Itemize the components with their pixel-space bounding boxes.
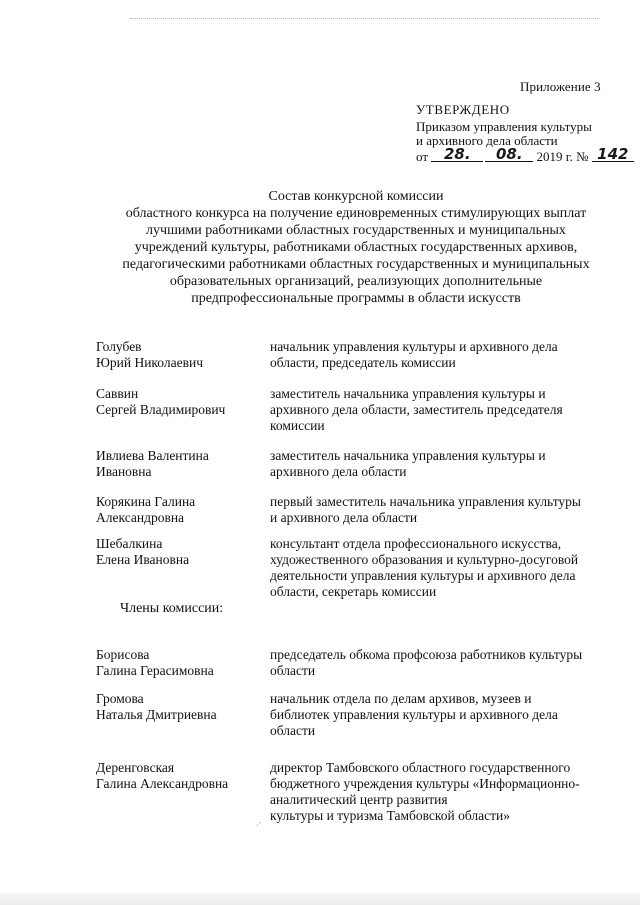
position-line: первый заместитель начальника управления культуры: [270, 494, 581, 509]
position-line: библиотек управления культуры и архивного дела: [270, 707, 558, 722]
handwritten-date-month: 08.: [485, 147, 533, 162]
name-line: Ивлиева Валентина: [96, 448, 209, 463]
name-line: Голубев: [96, 339, 142, 354]
position-line: деятельности управления культуры и архивного дела: [270, 568, 576, 583]
position-line: архивного дела области: [270, 464, 407, 479]
position-line: консультант отдела профессионального искусства,: [270, 536, 562, 551]
member-name: [96, 536, 270, 600]
members-heading: Члены комиссии:: [120, 601, 224, 616]
members-list: [96, 647, 616, 824]
member-position: [270, 386, 616, 434]
position-line: области, председатель комиссии: [270, 355, 456, 370]
member-row: [96, 647, 616, 679]
position-line: начальник отдела по делам архивов, музеев и: [270, 691, 532, 706]
name-line: Ивановна: [96, 464, 152, 479]
member-row: [96, 339, 616, 371]
order-date-line: [416, 144, 629, 165]
member-row: [96, 691, 616, 739]
member-row: [96, 760, 616, 824]
name-line: Борисова: [96, 647, 150, 662]
member-name: [96, 760, 270, 824]
title-line: предпрофессиональные программы в области искусств: [191, 291, 521, 306]
name-line: Галина Герасимовна: [96, 663, 214, 678]
member-name: [96, 647, 270, 679]
position-line: художественного образования и культурно-досуговой: [270, 552, 579, 567]
order-line-2: и архивного дела области: [416, 133, 558, 148]
position-line: бюджетного учреждения культуры «Информационно-: [270, 776, 580, 791]
member-row: [96, 448, 616, 480]
approval-block: [416, 102, 629, 164]
member-row: [96, 494, 616, 526]
position-line: области, секретарь комиссии: [270, 584, 437, 599]
position-line: заместитель начальника управления культуры и: [270, 386, 546, 401]
handwritten-order-number: 142: [592, 147, 634, 162]
position-line: комиссии: [270, 418, 325, 433]
member-position: [270, 760, 616, 824]
name-line: Юрий Николаевич: [96, 355, 203, 370]
scan-artifact-line: [130, 18, 600, 20]
position-line: культуры и туризма Тамбовской области»: [270, 808, 511, 823]
title-line: педагогическими работниками областных государственных и муниципальных: [122, 257, 590, 272]
scan-bottom-edge: [0, 893, 640, 905]
member-position: [270, 448, 616, 480]
title-line: учреждений культуры, работниками областных государственных архивов,: [134, 240, 578, 255]
leadership-list: [96, 339, 616, 600]
document-title: [96, 188, 616, 307]
name-line: Александровна: [96, 510, 185, 525]
name-line: Наталья Дмитриевна: [96, 707, 217, 722]
member-name: [96, 339, 270, 371]
member-name: [96, 691, 270, 739]
title-line: лучшими работниками областных государственных и муниципальных: [146, 223, 566, 238]
name-line: Елена Ивановна: [96, 552, 190, 567]
name-line: Шебалкина: [96, 536, 163, 551]
member-position: [270, 647, 616, 679]
member-name: [96, 494, 270, 526]
scan-speck: ·´: [256, 821, 262, 830]
number-prefix: №: [576, 148, 589, 164]
member-position: [270, 536, 616, 600]
date-year: 2019 г.: [536, 148, 573, 164]
title-line: образовательных организаций, реализующих дополнительные: [169, 274, 543, 289]
name-line: Саввин: [96, 386, 139, 401]
position-line: и архивного дела области: [270, 510, 418, 525]
position-line: директор Тамбовского областного государственного: [270, 760, 571, 775]
member-row: [96, 386, 616, 434]
member-name: [96, 386, 270, 434]
name-line: Деренговская: [96, 760, 175, 775]
member-row: [96, 536, 616, 600]
order-line-1: Приказом управления культуры: [416, 118, 592, 134]
handwritten-date-day: 28.: [431, 147, 483, 162]
date-prefix: от: [416, 148, 429, 164]
member-position: [270, 339, 616, 371]
appendix-label: Приложение 3: [520, 79, 601, 94]
position-line: аналитический центр развития: [270, 792, 448, 807]
position-line: заместитель начальника управления культуры и: [270, 448, 546, 463]
title-line: Состав конкурсной комиссии: [268, 189, 444, 204]
member-position: [270, 494, 616, 526]
position-line: председатель обкома профсоюза работников культуры: [270, 647, 583, 662]
name-line: Корякина Галина: [96, 494, 196, 509]
position-line: области: [270, 663, 316, 678]
title-line: областного конкурса на получение единовременных стимулирующих выплат: [125, 206, 587, 221]
position-line: области: [270, 723, 316, 738]
position-line: начальник управления культуры и архивного дела: [270, 339, 558, 354]
member-name: [96, 448, 270, 480]
member-position: [270, 691, 616, 739]
name-line: Громова: [96, 691, 144, 706]
position-line: архивного дела области, заместитель председателя: [270, 402, 563, 417]
approved-stamp-text: УТВЕРЖДЕНО: [416, 102, 510, 117]
name-line: Галина Александровна: [96, 776, 229, 791]
name-line: Сергей Владимирович: [96, 402, 226, 417]
